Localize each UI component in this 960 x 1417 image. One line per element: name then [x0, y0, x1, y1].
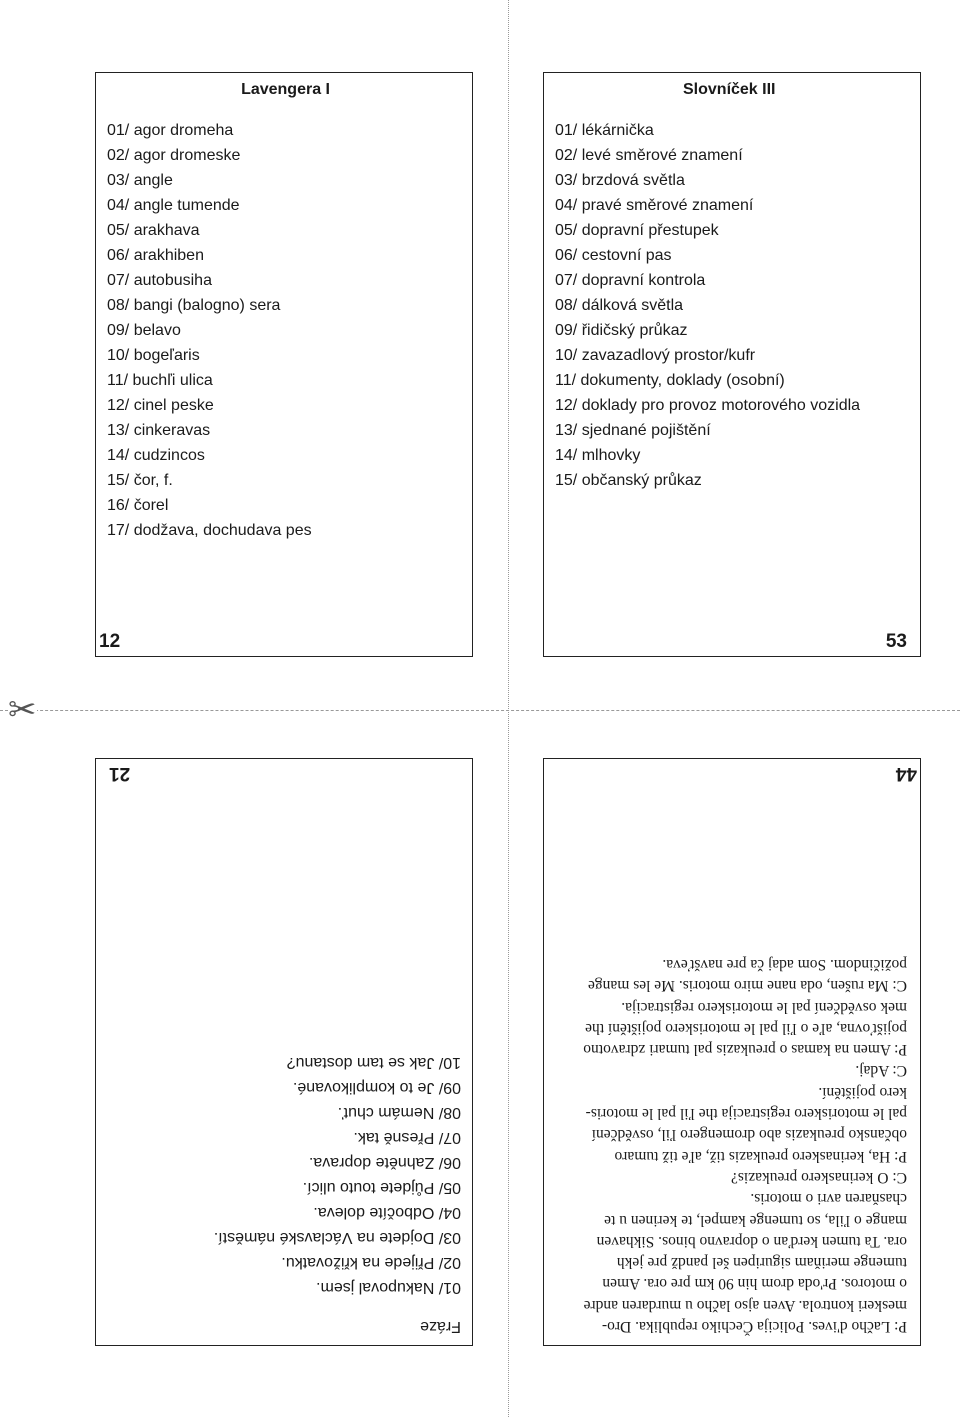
- card-lavengera: [95, 72, 473, 657]
- list-item: 04/ Odbočíte doleva.: [313, 1204, 461, 1221]
- list-item: 10/ bogeľaris: [107, 347, 200, 364]
- dialog-line: C: Ma rušen, oda nane miro motoris. Me les mange: [588, 977, 907, 995]
- list-item: 07/ dopravní kontrola: [555, 272, 706, 289]
- page-number: 44: [895, 763, 917, 784]
- dialog-line: kero pojištění.: [818, 1083, 907, 1101]
- list-item: 08/ Nemám chuť.: [337, 1104, 461, 1121]
- list-item: 06/ cestovní pas: [555, 247, 672, 264]
- dialog-text: [552, 954, 907, 1337]
- dialog-line: tumenge meriňam siguripen šel pandž pre jekh: [616, 1254, 907, 1272]
- list-item: 12/ cinel peske: [107, 397, 214, 414]
- dialog-line: o motoros. Pr'oda drom hin 90 km pre ora. Amen: [602, 1275, 907, 1293]
- list-item: 03/ angle: [107, 172, 173, 189]
- horizontal-cut-line: [0, 710, 960, 711]
- word-list: [555, 118, 860, 493]
- card-slovnicek: [543, 72, 921, 657]
- card-fraze: [95, 758, 473, 1346]
- dialog-line: P: Lačho d'ives. Policija Čechiko republika. Dro-: [602, 1318, 907, 1335]
- dialog-line: P: Amen na kamas o preukazis pal tumari zdravotno: [583, 1041, 907, 1059]
- list-item: 12/ doklady pro provoz motorového vozidla: [555, 397, 861, 414]
- list-item: 03/ Dojdete na Václavské náměstí.: [213, 1229, 461, 1246]
- list-item: 09/ Je to komplikované.: [292, 1079, 461, 1096]
- list-item: 14/ mlhovky: [555, 447, 641, 464]
- list-item: 04/ angle tumende: [107, 197, 240, 214]
- phrase-list: [214, 1050, 461, 1300]
- list-item: 10/ Jak se tam dostanu?: [286, 1054, 461, 1071]
- list-item: 01/ Nakupoval jsem.: [316, 1279, 461, 1296]
- dialog-line: občansko preukazis abo dromengero ľil, osvědčení: [591, 1126, 907, 1144]
- list-item: 05/ arakhava: [107, 222, 200, 239]
- card-title: Lavengera I: [241, 81, 330, 98]
- page-number: 53: [885, 631, 907, 652]
- list-item: 09/ belavo: [107, 322, 181, 339]
- dialog-line: chasňaren avri o motoris.: [750, 1190, 907, 1208]
- dialog-line: pal le motoriskero registracija the ľil pal le motoris-: [585, 1105, 907, 1123]
- list-item: 08/ dálková světla: [555, 297, 684, 314]
- list-item: 07/ Přesně tak.: [353, 1129, 461, 1146]
- list-item: 14/ cudzincos: [107, 447, 205, 464]
- dialog-line: meskeri kontrola. Aven ajso lačho u murdaren andre: [583, 1296, 907, 1314]
- vertical-fold-line: [508, 0, 509, 1417]
- page-number: 21: [109, 763, 131, 784]
- list-item: 11/ buchľi ulica: [107, 372, 213, 389]
- list-item: 10/ zavazadlový prostor/kufr: [555, 347, 756, 364]
- dialog-line: mange o ľila, so tumenge kampel, te kerinen u te: [604, 1211, 907, 1229]
- list-item: 01/ lékárnička: [555, 122, 654, 139]
- list-item: 17/ dodžava, dochudava pes: [107, 522, 312, 539]
- list-item: 03/ brzdová světla: [555, 172, 685, 189]
- list-item: 06/ Zahněte doprava.: [308, 1154, 461, 1171]
- scissors-icon: ✂: [8, 691, 37, 729]
- list-item: 08/ bangi (balogno) sera: [107, 297, 281, 314]
- dialog-line: pojišťovna, aľe o ľil pal le motoriskero pojištění the: [585, 1019, 907, 1037]
- list-item: 02/ agor dromeske: [107, 147, 241, 164]
- list-item: 04/ pravé směrové znamení: [555, 197, 754, 214]
- list-item: 11/ dokumenty, doklady (osobní): [555, 372, 785, 389]
- list-item: 01/ agor dromeha: [107, 122, 234, 139]
- page-number: 12: [99, 631, 121, 652]
- dialog-line: C: O kerinaskero preukazis?: [730, 1168, 907, 1186]
- list-item: 02/ Přijede na křižovatku.: [281, 1254, 461, 1271]
- dialog-line: požičindom. Som adaj ča pre navšťeva.: [662, 955, 907, 973]
- card-title: Fráze: [420, 1318, 461, 1335]
- word-list: [107, 118, 312, 543]
- list-item: 09/ řidičský průkaz: [555, 322, 688, 339]
- list-item: 06/ arakhiben: [107, 247, 204, 264]
- list-item: 16/ čorel: [107, 497, 169, 514]
- list-item: 15/ čor, f.: [107, 472, 173, 489]
- card-dialog: [543, 758, 921, 1346]
- dialog-line: P: Ha, kerinaskero preukazis tiž, aľe tiž tumaro: [614, 1147, 907, 1165]
- list-item: 07/ autobusiha: [107, 272, 212, 289]
- dialog-line: ora. Ta tumen kerďan o dopravno binos. Sikhaven: [596, 1232, 907, 1250]
- list-item: 05/ dopravní přestupek: [555, 222, 719, 239]
- list-item: 02/ levé směrové znamení: [555, 147, 743, 164]
- card-title: Slovníček III: [683, 81, 776, 98]
- list-item: 15/ občanský průkaz: [555, 472, 702, 489]
- list-item: 05/ Půjdete touto ulicí.: [302, 1179, 461, 1196]
- list-item: 13/ cinkeravas: [107, 422, 211, 439]
- list-item: 13/ sjednané pojištění: [555, 422, 711, 439]
- dialog-line: mek osvědčení pal le motoriskero registracija.: [621, 998, 907, 1016]
- dialog-line: C: Adaj.: [855, 1062, 907, 1080]
